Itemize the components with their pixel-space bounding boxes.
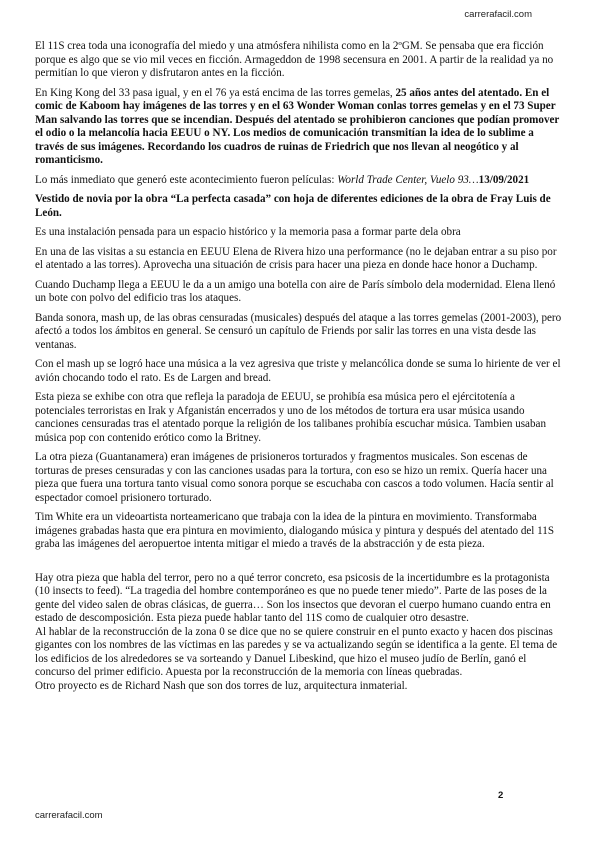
paragraph: En una de las visitas a su estancia en EEUU Elena de Rivera hizo una performance (no le dejaban entrar a su piso por el atentado a las torres). Aprovecha una situación de crisis para hacer una pieza en donde hace honor a Duchamp. — [35, 245, 557, 271]
paragraph — [35, 174, 563, 188]
paragraph: La otra pieza (Guantanamera) eran imágenes de prisioneros torturados y fragmentos musicales. Son escenas de torturas de preses censuradas y con las canciones usadas para la tortura, con eso se hizo un remix. Quería hacer una pieza que fuera una tortura tanto visual como sonora porque se escuchaba con cascos a todo volumen. Hacía sentir al espectador comoel prisionero torturado. — [35, 451, 554, 504]
paragraph: Hay otra pieza que habla del terror, pero no a qué terror concreto, esa psicosis de la incertidumbre es la protagonista (10 insects to feed). “La tragedia del hombre contemporáneo es que no puede tener miedo”. Parte de las poses de la gente del video salen de obras clásicas, de guerra… Son los insectos que devoran el cuerpo humano cuando entra en estado de descomposición. Esta pieza puede hablar tanto del 11S como de cualquier otro desastre. — [35, 571, 551, 624]
page-number: 2 — [498, 790, 504, 801]
paragraph — [35, 87, 563, 168]
spacer — [35, 558, 563, 572]
date-heading: 13/09/2021 — [478, 173, 530, 186]
paragraph: Banda sonora, mash up, de las obras censuradas (musicales) después del ataque a las torres gemelas (2001-2003), pero afectó a todos los ámbitos en general. Se censuró un capítulo de Friends por salir las torres en una vista desde las ventanas. — [35, 311, 562, 351]
header-brand: carrerafacil.com — [464, 9, 532, 20]
document-body — [35, 40, 563, 693]
paragraph: Esta pieza se exhibe con otra que refleja la paradoja de EEUU, se prohibía esa música pero el ejércitotenía a potenciales terroristas en Irak y Afganistán encerrados y uno de los métodos de tortura era usar música usando canciones censuradas tras el atentado porque la religión de los talibanes prohibía escuchar música. Tambien usaban música pop con contenido erótico como la Britney. — [35, 391, 546, 444]
paragraph: Es una instalación pensada para un espacio histórico y la memoria pasa a formar parte dela obra — [35, 226, 461, 238]
paragraph: Otro proyecto es de Richard Nash que son dos torres de luz, arquitectura inmaterial. — [35, 679, 408, 692]
paragraph-text: En King Kong del 33 pasa igual, y en el 76 ya está encima de las torres gemelas, — [35, 86, 396, 99]
paragraph-bold-text: 25 años antes del atentado. En el comic de Kaboom hay imágenes de las torres y en el 63 Wonder Woman conlas torres gemelas y en el 73 Super Man salvando las torres que se incendian. Después del atentado se prohibieron canciones que podían promover el odio o la melancolía hacia EEUU o NY. Los medios de comunicación transmitían la idea de lo sublime a través de sus imágenes. Recordando los cuadros de ruinas de Friedrich que nos llevan al neogótico y al romanticismo. — [35, 86, 560, 166]
footer-brand: carrerafacil.com — [35, 810, 103, 821]
paragraph: Cuando Duchamp llega a EEUU le da a un amigo una botella con aire de París símbolo dela modernidad. Elena llenó un bote con polvo del edificio tras los ataques. — [35, 278, 556, 304]
paragraph: Tim White era un videoartista norteamericano que trabaja con la idea de la pintura en movimiento. Transformaba imágenes grabadas hasta que era pintura en movimiento, dialogando música y pintura y después del atentado del 11S graba las imágenes del aeropuertoe intenta mitigar el miedo a través de la abstracción y de esta pieza. — [35, 511, 554, 550]
section-heading: Vestido de novia por la obra “La perfecta casada” con hoja de diferentes ediciones de la obra de Fray Luis de León. — [35, 193, 551, 219]
paragraph: Al hablar de la reconstrucción de la zona 0 se dice que no se quiere construir en el punto exacto y hacen dos piscinas gigantes con los nombres de las víctimas en las paredes y se va actualizando según se identifica a la gente. El tema de los edificios de los alrededores se va sorteando y Danuel Libeskind, que hizo el museo judío de Berlín, ganó el concurso del primer edificio. Apuesta por la reconstrucción de la memoria con líneas quebradas. — [35, 625, 558, 678]
paragraph-text: Lo más inmediato que generó este acontecimiento fueron películas: — [35, 173, 338, 186]
paragraph: Con el mash up se logró hace una música a la vez agresiva que triste y melancólica donde se suma lo hiriente de ver el avión chocando todo el rato. Es de Largen and bread. — [35, 358, 561, 384]
film-titles: World Trade Center, Vuelo 93… — [337, 173, 479, 186]
paragraph: El 11S crea toda una iconografía del miedo y una atmósfera nihilista como en la 2ºGM. Se pensaba que era ficción porque es algo que se vio mil veces en ficción. Armageddon de 1998 secensura en 2001. A partir de la realidad ya no permitían lo que vieron y disfrutaron antes en la ficción. — [35, 40, 554, 79]
